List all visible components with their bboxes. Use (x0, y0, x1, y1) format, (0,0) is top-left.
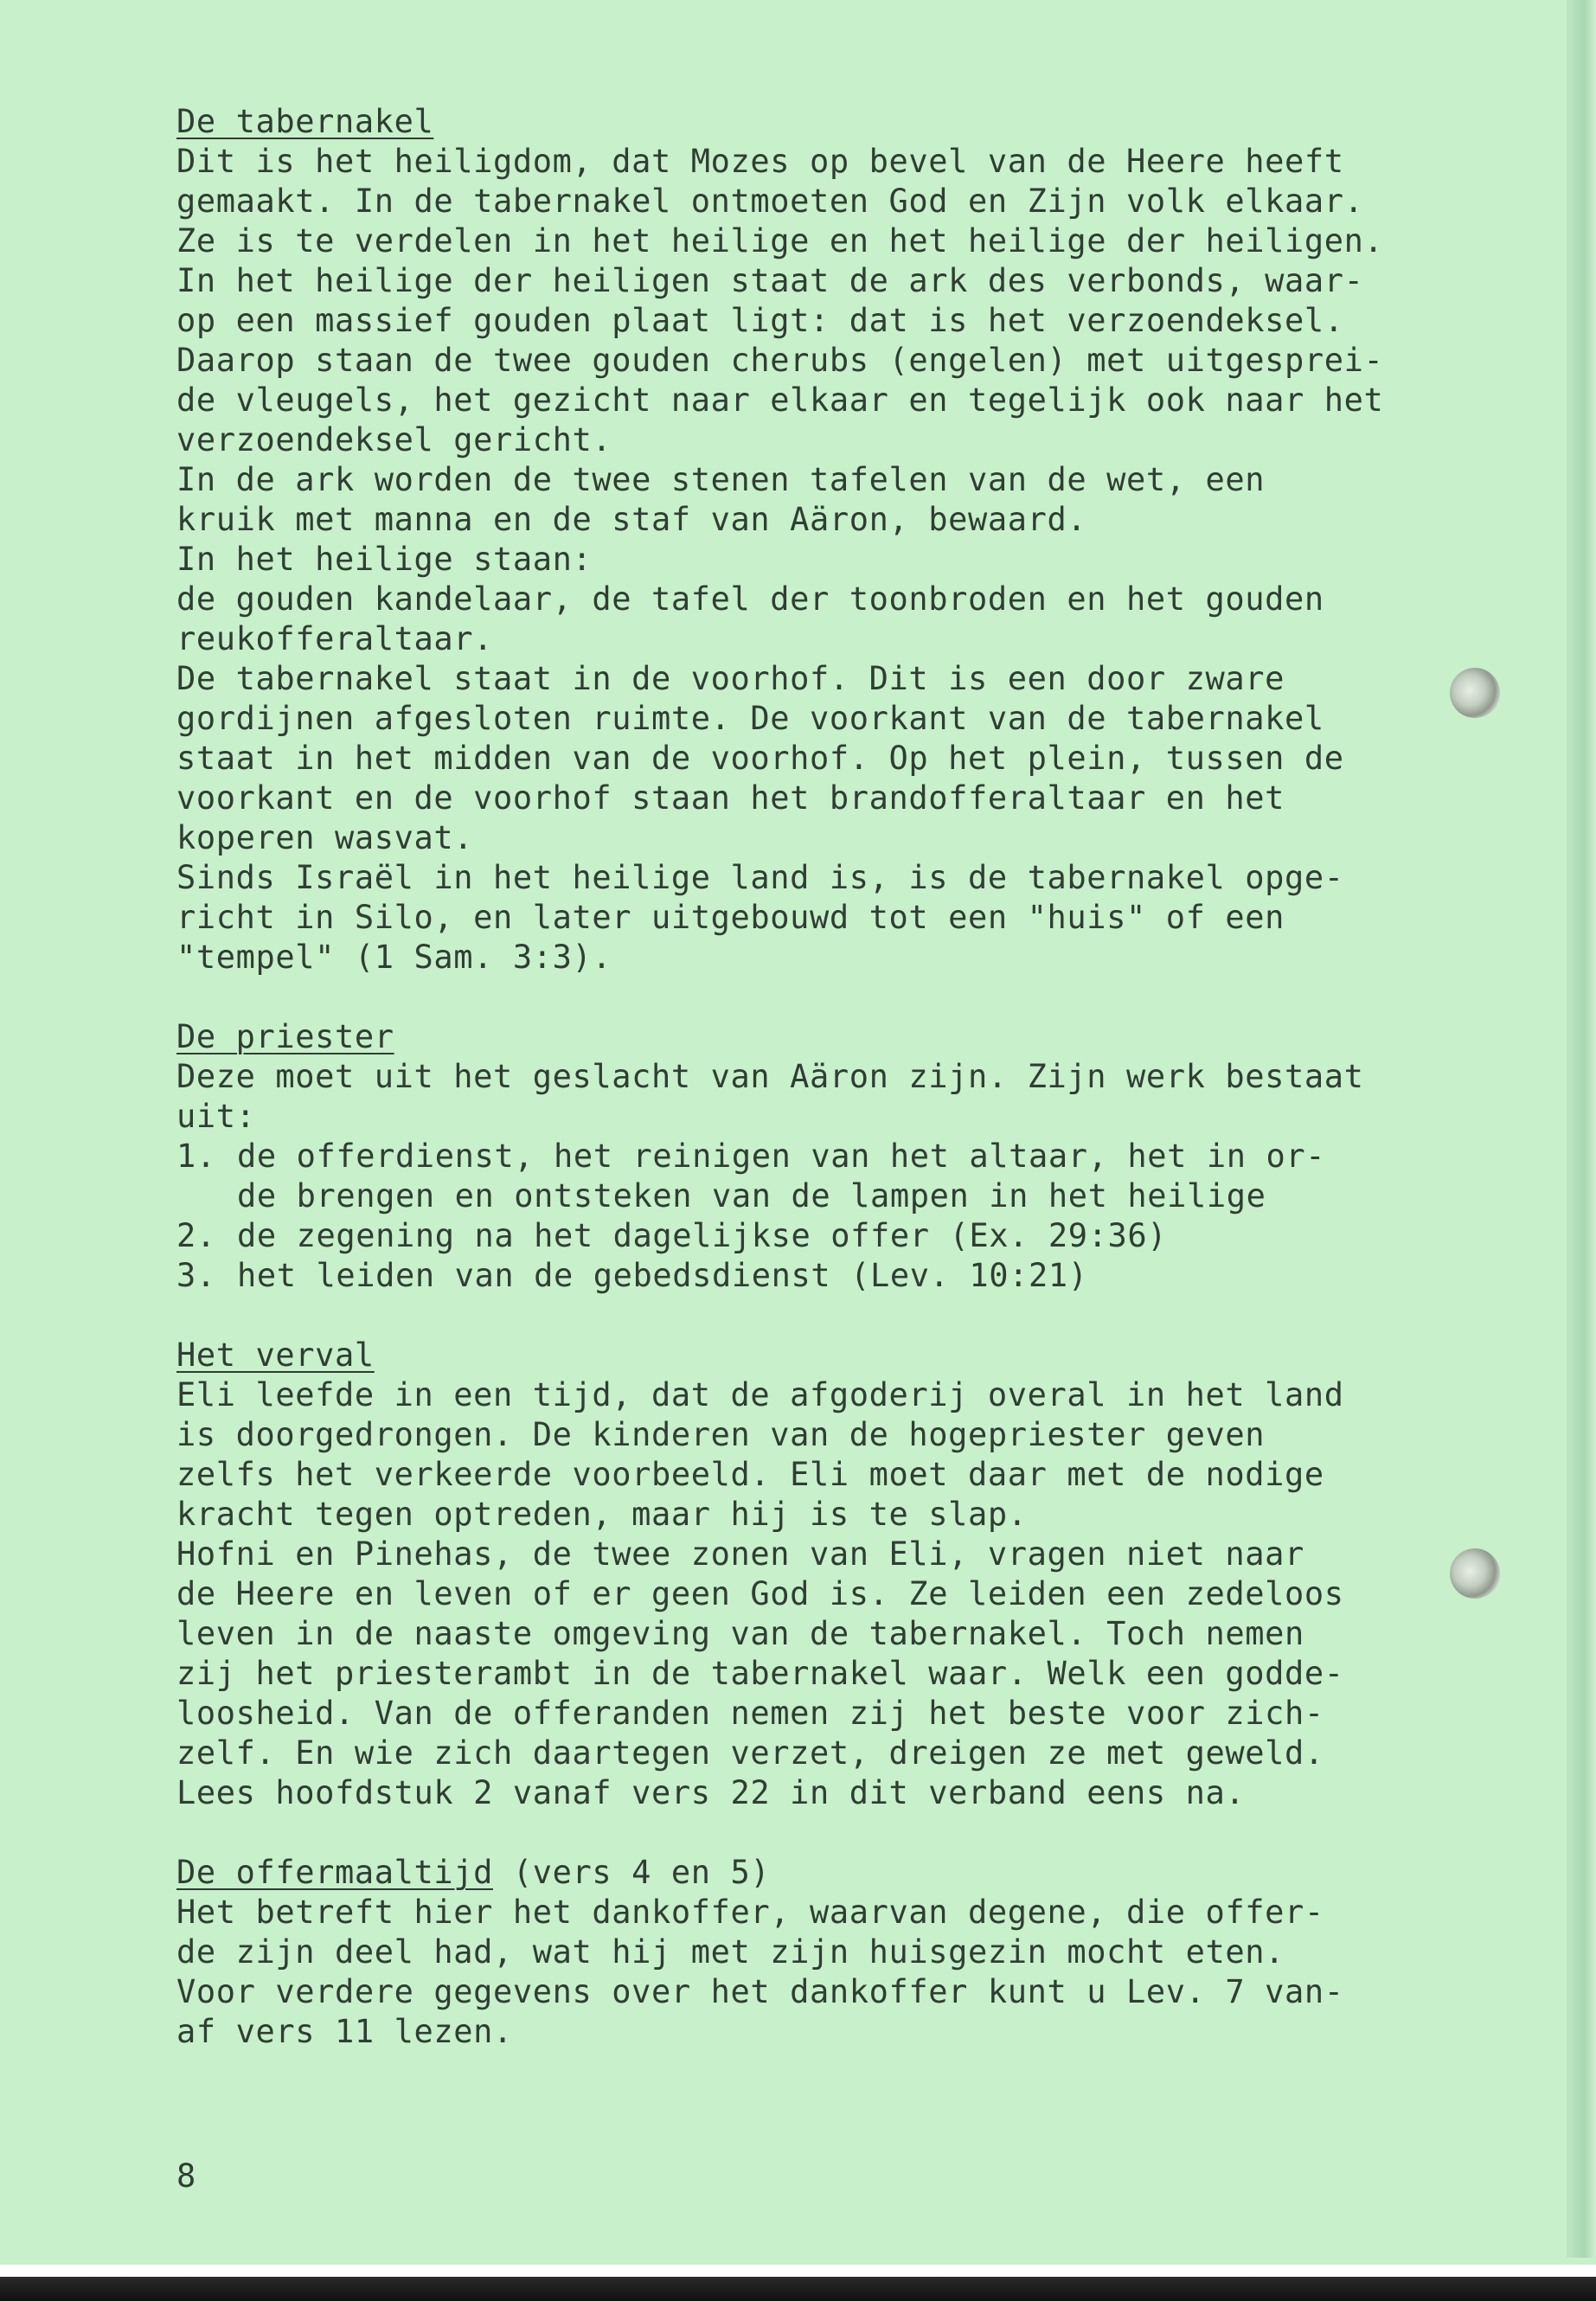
text-line: In de ark worden de twee stenen tafelen van de wet, een (176, 461, 1266, 498)
text-line: De tabernakel staat in de voorhof. Dit is een door zware (176, 660, 1285, 697)
text-line: kruik met manna en de staf van Aäron, bewaard. (176, 501, 1087, 538)
text-line: Sinds Israël in het heilige land is, is de tabernakel opge- (176, 859, 1344, 896)
text-line: zelf. En wie zich daartegen verzet, dreigen ze met geweld. (176, 1734, 1324, 1772)
page-number: 8 (176, 2157, 196, 2195)
text-line: zelfs het verkeerde voorbeeld. Eli moet daar met de nodige (176, 1456, 1324, 1493)
list-number: 3. (176, 1257, 216, 1294)
list-number: 1. (176, 1138, 216, 1175)
list-continuation: de brengen en ontsteken van de lampen in het heilige (237, 1177, 1266, 1215)
text-line: In het heilige staan: (176, 541, 593, 578)
heading-verval: Het verval (176, 1336, 375, 1374)
text-line: zij het priesterambt in de tabernakel waar. Welk een godde- (176, 1655, 1344, 1692)
text-line: op een massief gouden plaat ligt: dat is het verzoendeksel. (176, 302, 1344, 339)
text-line: loosheid. Van de offeranden nemen zij het beste voor zich- (176, 1695, 1324, 1732)
list-number: 2. (176, 1217, 216, 1254)
text-line: Ze is te verdelen in het heilige en het heilige der heiligen. (176, 222, 1384, 260)
text-line: voorkant en de voorhof staan het brandofferaltaar en het (176, 779, 1285, 817)
text-line: Voor verdere gegevens over het dankoffer kunt u Lev. 7 van- (176, 1973, 1344, 2010)
list-item (176, 1216, 1422, 1256)
heading-line-offermaaltijd (176, 1853, 1422, 1893)
text-line: kracht tegen optreden, maar hij is te slap. (176, 1496, 1028, 1533)
document-body (176, 102, 1422, 2052)
text-line: gordijnen afgesloten ruimte. De voorkant van de tabernakel (176, 700, 1324, 737)
heading-offermaaltijd: De offermaaltijd (176, 1854, 494, 1891)
text-line: In het heilige der heiligen staat de ark des verbonds, waar- (176, 262, 1364, 299)
list-text: het leiden van de gebedsdienst (Lev. 10:21) (237, 1257, 1088, 1294)
text-line: staat in het midden van de voorhof. Op het plein, tussen de (176, 740, 1344, 777)
text-line: Lees hoofdstuk 2 vanaf vers 22 in dit verband eens na. (176, 1774, 1246, 1811)
text-line: Dit is het heiligdom, dat Mozes op bevel van de Heere heeft (176, 143, 1344, 180)
punch-hole-upper (1450, 668, 1500, 718)
page-edge-shadow (1567, 0, 1596, 2258)
heading-tabernakel: De tabernakel (176, 103, 434, 140)
section-gap (176, 1296, 1422, 1336)
section-gap (176, 977, 1422, 1017)
scan-bottom-border (0, 2265, 1596, 2301)
text-line: de Heere en leven of er geen God is. Ze leiden een zedeloos (176, 1575, 1344, 1612)
text-line: gemaakt. In de tabernakel ontmoeten God en Zijn volk elkaar. (176, 183, 1364, 220)
text-line: verzoendeksel gericht. (176, 421, 612, 458)
text-line: koperen wasvat. (176, 819, 474, 856)
text-line: de zijn deel had, wat hij met zijn huisgezin mocht eten. (176, 1933, 1285, 1971)
punch-hole-lower (1450, 1548, 1500, 1599)
scan-dark-strip (0, 2277, 1596, 2301)
text-line: "tempel" (1 Sam. 3:3). (176, 939, 612, 976)
heading-suffix: (vers 4 en 5) (493, 1854, 771, 1891)
text-line: Eli leefde in een tijd, dat de afgoderij overal in het land (176, 1376, 1344, 1413)
list-text: de zegening na het dagelijkse offer (Ex. 29:36) (237, 1217, 1168, 1254)
text-line: reukofferaltaar. (176, 620, 494, 657)
text-line: Het betreft hier het dankoffer, waarvan degene, die offer- (176, 1894, 1324, 1931)
text-line: leven in de naaste omgeving van de tabernakel. Toch nemen (176, 1615, 1304, 1652)
heading-priester: De priester (176, 1018, 394, 1055)
text-line: richt in Silo, en later uitgebouwd tot een "huis" of een (176, 899, 1285, 936)
text-line: uit: (176, 1098, 256, 1135)
list-text: de offerdienst, het reinigen van het altaar, het in or- (237, 1138, 1326, 1175)
text-line: is doorgedrongen. De kinderen van de hogepriester geven (176, 1416, 1266, 1453)
list-item (176, 1137, 1422, 1176)
section-gap (176, 1813, 1422, 1853)
text-line: Deze moet uit het geslacht van Aäron zijn. Zijn werk bestaat (176, 1058, 1364, 1095)
text-line: de gouden kandelaar, de tafel der toonbroden en het gouden (176, 580, 1324, 618)
text-line: af vers 11 lezen. (176, 2013, 513, 2050)
text-line: Daarop staan de twee gouden cherubs (engelen) met uitgesprei- (176, 342, 1384, 379)
text-line: Hofni en Pinehas, de twee zonen van Eli, vragen niet naar (176, 1535, 1304, 1573)
text-line: de vleugels, het gezicht naar elkaar en tegelijk ook naar het (176, 381, 1384, 419)
list-item (176, 1256, 1422, 1296)
